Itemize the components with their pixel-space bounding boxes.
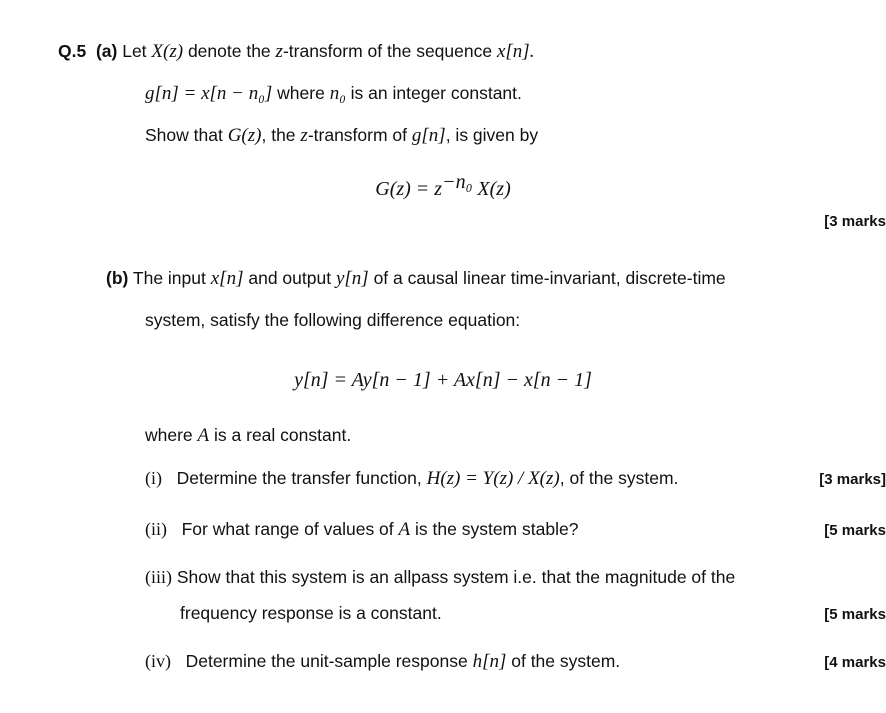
equation-exponent: −n₀ xyxy=(442,171,473,193)
item-ii-marks: [5 marks xyxy=(824,522,886,539)
item-iv-marks: [4 marks xyxy=(824,654,886,671)
part-b-item-i xyxy=(145,467,678,490)
part-a-line-3 xyxy=(145,124,538,147)
math-x-of-n: x[n]. xyxy=(496,41,535,62)
part-b-item-iv xyxy=(145,650,620,673)
text: Determine the transfer function, xyxy=(176,468,422,488)
text: Determine the unit-sample response xyxy=(185,651,468,671)
item-label: (iv) xyxy=(145,651,171,671)
part-b-where-line xyxy=(145,424,351,447)
text: Show that this system is an allpass system i.e. that the magnitude of the xyxy=(176,567,736,587)
text: is the system stable? xyxy=(415,519,579,539)
part-a-line-2 xyxy=(145,82,522,105)
part-b-label: (b) xyxy=(106,268,129,288)
part-b-item-ii xyxy=(145,518,578,541)
text: -transform of xyxy=(307,125,408,145)
part-a-label: (a) xyxy=(95,41,118,61)
text: of the system. xyxy=(511,651,621,671)
equation-rhs: X(z) xyxy=(477,177,511,200)
text: , of the system. xyxy=(559,468,679,488)
text: and output xyxy=(248,268,332,288)
item-label: (iii) xyxy=(145,567,172,587)
math-g-definition: g[n] = x[n − n₀] xyxy=(145,83,273,104)
text: where xyxy=(277,83,325,103)
text: of a causal linear time-invariant, discrete-time xyxy=(373,268,726,288)
math-X-of-z: X(z) xyxy=(151,41,184,62)
text: The input xyxy=(132,268,206,288)
math-G-of-z: G(z) xyxy=(227,125,262,146)
math-n0: n₀ xyxy=(329,83,346,104)
math-z: z xyxy=(300,125,308,146)
item-i-marks: [3 marks] xyxy=(819,471,886,488)
math-g-of-n: g[n] xyxy=(411,125,446,146)
part-a-equation xyxy=(0,170,886,201)
part-a-marks: [3 marks xyxy=(824,213,886,230)
part-a-line-1 xyxy=(58,40,534,63)
item-label: (i) xyxy=(145,468,162,488)
math-A: A xyxy=(398,519,411,540)
part-b-line-1 xyxy=(106,267,726,290)
part-b-item-iii xyxy=(145,566,735,588)
math-z: z xyxy=(275,41,283,62)
math-x-of-n: x[n] xyxy=(210,268,244,289)
math-h-of-n: h[n] xyxy=(472,651,507,672)
math-A: A xyxy=(197,425,210,446)
part-b-line-2: system, satisfy the following difference equation: xyxy=(145,310,521,330)
text: For what range of values of xyxy=(181,519,394,539)
difference-equation xyxy=(0,368,886,392)
question-number: Q.5 xyxy=(58,41,87,61)
text: Let xyxy=(122,41,147,61)
text: denote the xyxy=(187,41,271,61)
item-iii-marks: [5 marks xyxy=(824,606,886,623)
difference-equation-text: y[n] = Ay[n − 1] + Ax[n] − x[n − 1] xyxy=(294,369,592,391)
math-transfer-function: H(z) = Y(z) / X(z) xyxy=(426,468,560,489)
equation-lhs: G(z) = z xyxy=(375,177,443,200)
part-b-item-iii-cont: frequency response is a constant. xyxy=(180,603,442,623)
text: is a real constant. xyxy=(214,425,352,445)
text: where xyxy=(145,425,193,445)
text: Show that xyxy=(145,125,223,145)
text: , the xyxy=(261,125,296,145)
text: is an integer constant. xyxy=(350,83,522,103)
math-y-of-n: y[n] xyxy=(335,268,369,289)
text: -transform of the sequence xyxy=(282,41,493,61)
item-label: (ii) xyxy=(145,519,167,539)
text: , is given by xyxy=(445,125,539,145)
